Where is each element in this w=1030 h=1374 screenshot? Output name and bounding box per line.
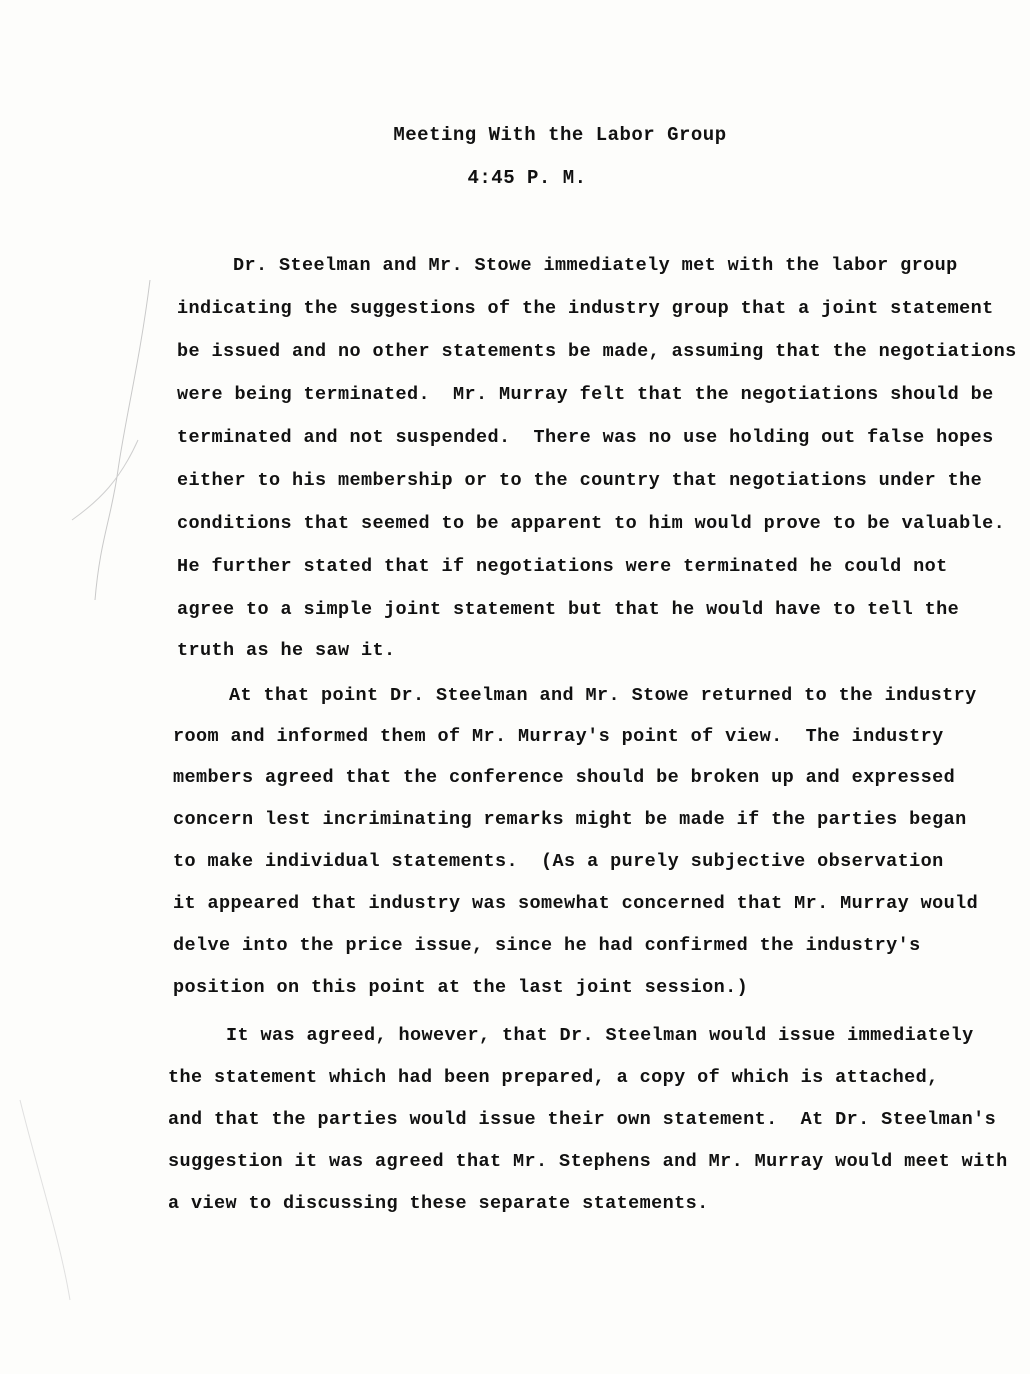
- text-line: either to his membership or to the country that negotiations under the: [177, 470, 983, 491]
- text-line: position on this point at the last joint session.): [173, 977, 749, 998]
- text-line: agree to a simple joint statement but that he would have to tell the: [177, 599, 960, 620]
- text-line: members agreed that the conference should be broken up and expressed: [173, 767, 956, 788]
- text-line: room and informed them of Mr. Murray's point of view. The industry: [173, 726, 944, 747]
- text-line: delve into the price issue, since he had confirmed the industry's: [173, 935, 921, 956]
- text-line: it appeared that industry was somewhat concerned that Mr. Murray would: [173, 893, 979, 914]
- text-line: and that the parties would issue their own statement. At Dr. Steelman's: [168, 1109, 997, 1130]
- text-line: Dr. Steelman and Mr. Stowe immediately met with the labor group: [233, 255, 958, 276]
- text-line: concern lest incriminating remarks might be made if the parties began: [173, 809, 967, 830]
- text-line: truth as he saw it.: [177, 640, 396, 661]
- text-line: At that point Dr. Steelman and Mr. Stowe returned to the industry: [229, 685, 977, 706]
- text-line: It was agreed, however, that Dr. Steelman would issue immediately: [226, 1025, 974, 1046]
- text-line: be issued and no other statements be made, assuming that the negotiations: [177, 341, 1017, 362]
- text-line: a view to discussing these separate statements.: [168, 1193, 709, 1214]
- text-line: conditions that seemed to be apparent to him would prove to be valuable.: [177, 513, 1006, 534]
- text-line: terminated and not suspended. There was no use holding out false hopes: [177, 427, 994, 448]
- text-line: indicating the suggestions of the industry group that a joint statement: [177, 298, 994, 319]
- text-line: were being terminated. Mr. Murray felt that the negotiations should be: [177, 384, 994, 405]
- text-line: suggestion it was agreed that Mr. Stephens and Mr. Murray would meet with: [168, 1151, 1008, 1172]
- text-line: He further stated that if negotiations were terminated he could not: [177, 556, 948, 577]
- meeting-time: 4:45 P. M.: [467, 167, 587, 189]
- document-title: Meeting With the Labor Group: [393, 124, 727, 146]
- text-line: to make individual statements. (As a purely subjective observation: [173, 851, 944, 872]
- text-line: the statement which had been prepared, a copy of which is attached,: [168, 1067, 939, 1088]
